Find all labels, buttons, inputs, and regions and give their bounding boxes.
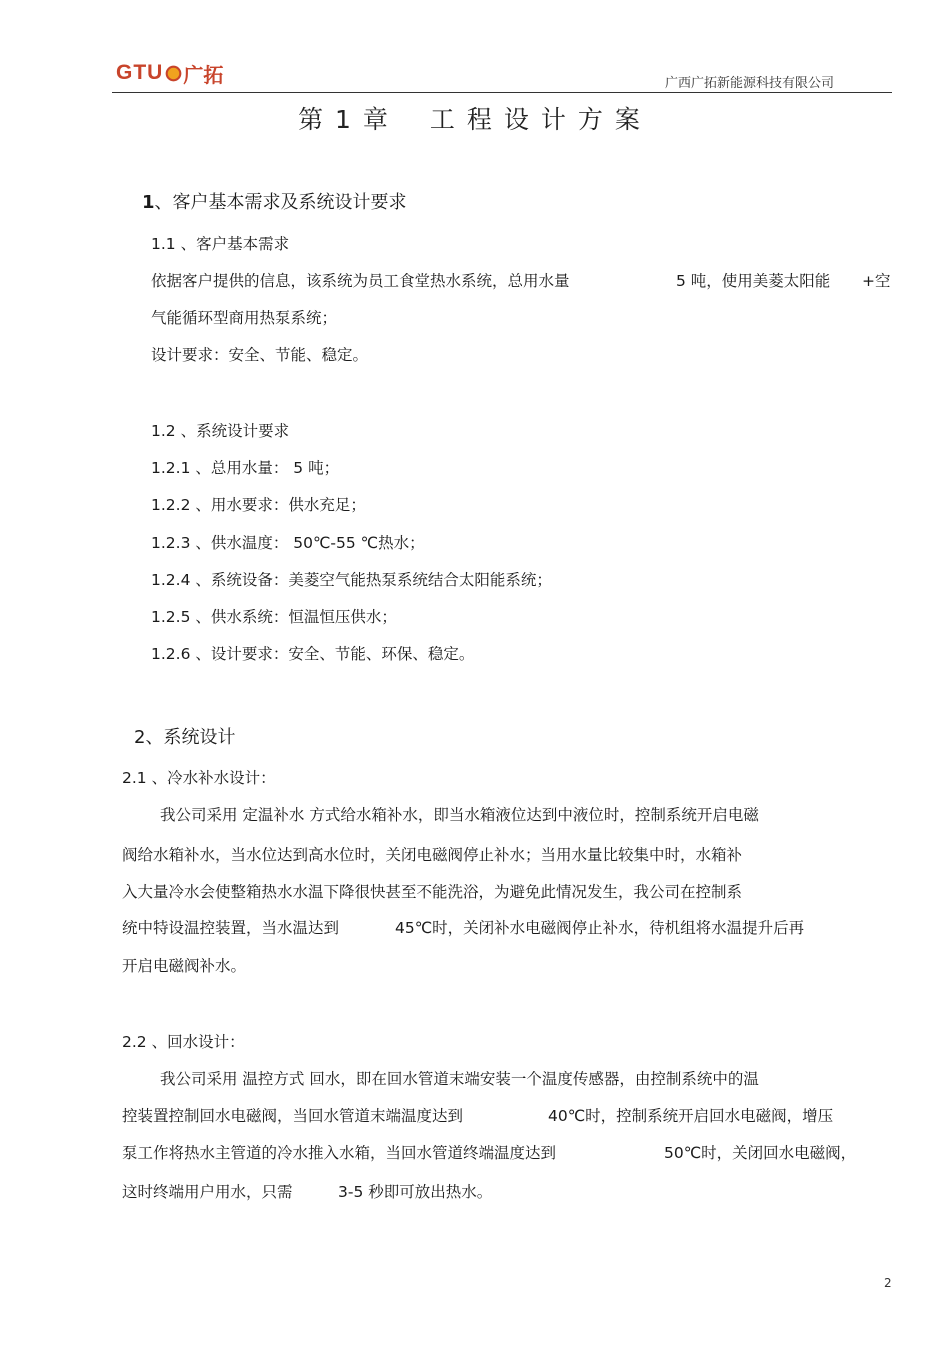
section-1-heading: 1、客户基本需求及系统设计要求: [142, 192, 407, 213]
section-2-heading: 2、系统设计: [134, 727, 236, 748]
paragraph-line: 我公司采用 定温补水 方式给水箱补水，即当水箱液位达到中液位时，控制系统开启电磁: [160, 806, 759, 824]
logo-latin-text: GTU: [116, 61, 164, 84]
requirement-item: 1.2.1 、总用水量： 5 吨；: [151, 459, 340, 477]
chapter-title: [0, 100, 950, 136]
company-logo: [116, 60, 223, 86]
paragraph-2: 设计要求：安全、节能、稳定。: [151, 346, 369, 364]
paragraph-line: 50℃时，关闭回水电磁阀，: [664, 1144, 857, 1162]
requirement-item: 1.2.6 、设计要求：安全、节能、环保、稳定。: [151, 645, 475, 663]
paragraph-1-line-1: 依据客户提供的信息，该系统为员工食堂热水系统，总用水量: [151, 272, 570, 290]
logo-cn-text: 广拓: [183, 62, 224, 87]
paragraph-1-line-2: 气能循环型商用热泵系统；: [151, 309, 338, 327]
paragraph-line: 我公司采用 温控方式 回水，即在回水管道末端安装一个温度传感器，由控制系统中的温: [160, 1070, 759, 1088]
requirement-item: 1.2.3 、供水温度： 50℃-55 ℃热水；: [151, 534, 425, 552]
paragraph-1-value: 5 吨，使用美菱太阳能: [676, 272, 831, 290]
paragraph-line: 控装置控制回水电磁阀，当回水管道末端温度达到: [122, 1107, 464, 1125]
paragraph-line: 统中特设温控装置，当水温达到: [122, 919, 340, 937]
paragraph-line: 45℃时，关闭补水电磁阀停止补水，待机组将水温提升后再: [395, 919, 805, 937]
paragraph-line: 3-5 秒即可放出热水。: [338, 1183, 493, 1201]
subsection-2-1-heading: 2.1 、冷水补水设计：: [122, 769, 276, 787]
header-divider: [112, 92, 892, 93]
paragraph-line: 开启电磁阀补水。: [122, 957, 247, 975]
sun-logo-icon: [165, 65, 182, 82]
paragraph-line: 阀给水箱补水，当水位达到高水位时，关闭电磁阀停止补水；当用水量比较集中时，水箱补: [122, 846, 743, 864]
requirement-item: 1.2.2 、用水要求：供水充足；: [151, 496, 366, 514]
paragraph-line: 泵工作将热水主管道的冷水推入水箱，当回水管道终端温度达到: [122, 1144, 557, 1162]
requirement-item: 1.2.5 、供水系统：恒温恒压供水；: [151, 608, 397, 626]
chapter-name: 工程设计方案: [429, 105, 652, 134]
chapter-label: 第 1 章: [298, 105, 390, 134]
subsection-1-1-heading: 1.1 、客户基本需求: [151, 235, 290, 253]
paragraph-line: 40℃时，控制系统开启回水电磁阀，增压: [548, 1107, 834, 1125]
subsection-2-2-heading: 2.2 、回水设计：: [122, 1033, 245, 1051]
paragraph-line: 入大量冷水会使整箱热水水温下降很快甚至不能洗浴，为避免此情况发生，我公司在控制系: [122, 883, 743, 901]
paragraph-1-plus: +空: [862, 272, 891, 290]
requirement-item: 1.2.4 、系统设备：美菱空气能热泵系统结合太阳能系统；: [151, 571, 552, 589]
company-name: 广西广拓新能源科技有限公司: [665, 76, 835, 91]
paragraph-line: 这时终端用户用水，只需: [122, 1183, 293, 1201]
subsection-1-2-heading: 1.2 、系统设计要求: [151, 422, 290, 440]
page-number: 2: [884, 1276, 892, 1290]
